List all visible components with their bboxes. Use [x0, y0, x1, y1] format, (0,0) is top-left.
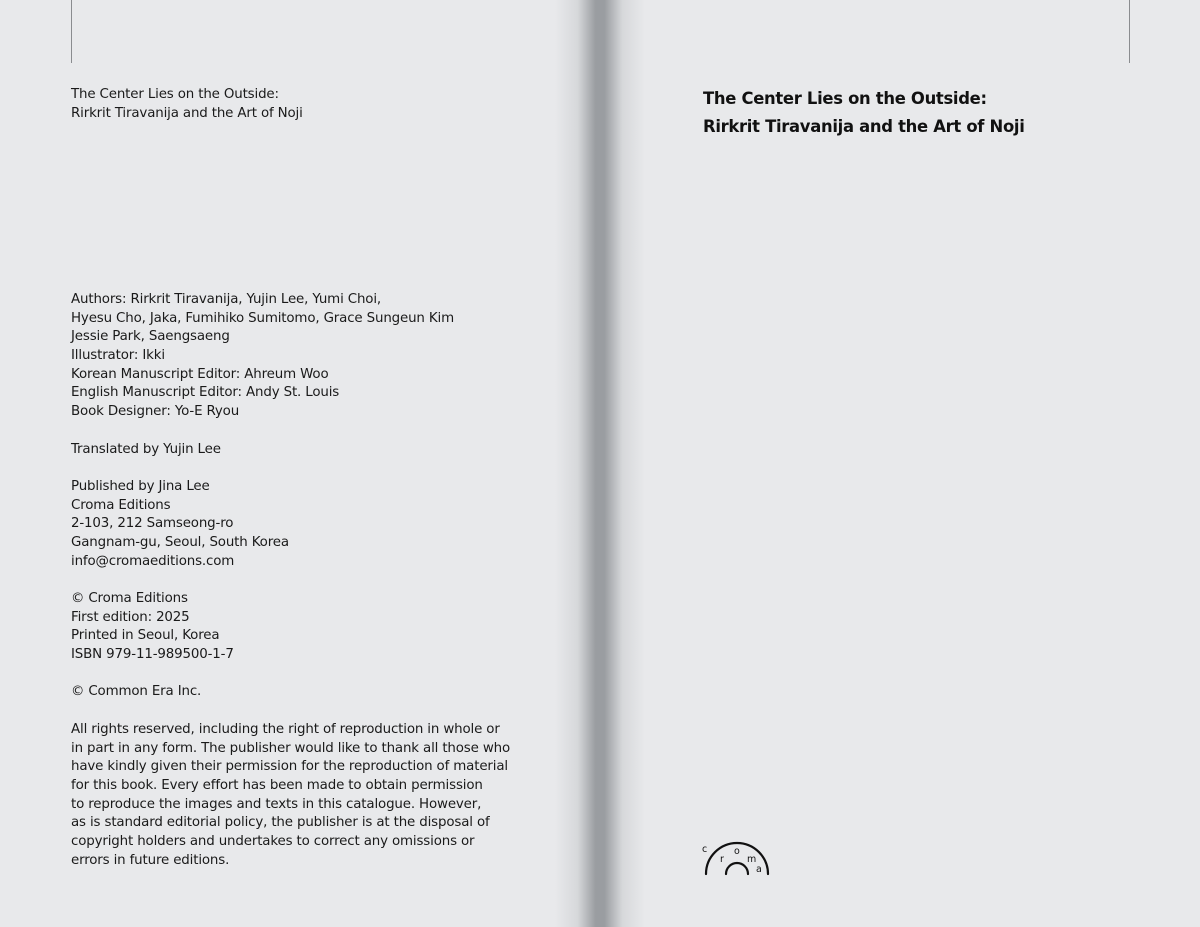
publisher-email: info@cromaeditions.com — [71, 553, 235, 569]
rights-line: to reproduce the images and texts in this catalogue. However, — [71, 796, 482, 812]
credits-line: Book Designer: Yo-E Ryou — [71, 404, 240, 420]
rights-line: All rights reserved, including the right of reproduction in whole or — [71, 721, 500, 737]
translation-line: Translated by Yujin Lee — [71, 441, 221, 457]
half-title — [71, 86, 303, 123]
rights-line: for this book. Every effort has been made to obtain permission — [71, 777, 483, 793]
publisher-line: Published by Jina Lee — [71, 478, 210, 494]
spacer — [71, 571, 510, 590]
crop-mark-right — [1129, 0, 1130, 63]
crop-mark-left — [71, 0, 72, 63]
rights-line: errors in future editions. — [71, 852, 230, 868]
logo-letter-o: o — [734, 846, 740, 857]
logo-letter-m: m — [747, 854, 757, 865]
rights-block — [71, 721, 510, 871]
credits-line: Authors: Rirkrit Tiravanija, Yujin Lee, Yumi Choi, — [71, 292, 382, 307]
spacer — [71, 702, 510, 721]
credits-line: English Manuscript Editor: Andy St. Louis — [71, 385, 340, 401]
edition-line: Printed in Seoul, Korea — [71, 628, 220, 644]
title-page-title — [703, 85, 1025, 141]
croma-logo-icon — [700, 838, 774, 876]
colophon — [71, 291, 510, 870]
copyright-block — [71, 683, 510, 702]
spacer — [71, 665, 510, 684]
edition-line: First edition: 2025 — [71, 609, 190, 625]
publisher-block — [71, 478, 510, 571]
spacer — [71, 422, 510, 441]
copyright-line: © Common Era Inc. — [71, 684, 202, 700]
half-title-line-2: Rirkrit Tiravanija and the Art of Noji — [71, 105, 303, 121]
rights-line: copyright holders and undertakes to correct any omissions or — [71, 833, 475, 849]
spacer — [71, 459, 510, 478]
publisher-line: 2-103, 212 Samseong-ro — [71, 516, 234, 532]
logo-letter-c: c — [702, 844, 708, 855]
credits-line: Jessie Park, Saengsaeng — [71, 329, 230, 345]
edition-block — [71, 590, 510, 665]
publisher-line: Croma Editions — [71, 497, 171, 513]
translation-block — [71, 441, 510, 460]
isbn-line: ISBN 979-11-989500-1-7 — [71, 647, 234, 663]
edition-line: © Croma Editions — [71, 591, 188, 606]
rights-line: in part in any form. The publisher would like to thank all those who — [71, 740, 511, 756]
book-gutter-shadow — [555, 0, 645, 927]
rights-line: as is standard editorial policy, the publisher is at the disposal of — [71, 815, 490, 831]
credits-block — [71, 291, 510, 422]
credits-line: Hyesu Cho, Jaka, Fumihiko Sumitomo, Grace Sungeun Kim — [71, 310, 454, 326]
credits-line: Korean Manuscript Editor: Ahreum Woo — [71, 366, 329, 382]
rights-line: have kindly given their permission for the reproduction of material — [71, 759, 508, 775]
logo-letter-r: r — [720, 854, 724, 865]
title-line-1: The Center Lies on the Outside: — [703, 89, 987, 108]
publisher-line: Gangnam-gu, Seoul, South Korea — [71, 534, 289, 550]
title-line-2: Rirkrit Tiravanija and the Art of Noji — [703, 117, 1025, 136]
credits-line: Illustrator: Ikki — [71, 348, 165, 364]
logo-letter-a: a — [756, 864, 762, 875]
half-title-line-1: The Center Lies on the Outside: — [71, 87, 279, 102]
